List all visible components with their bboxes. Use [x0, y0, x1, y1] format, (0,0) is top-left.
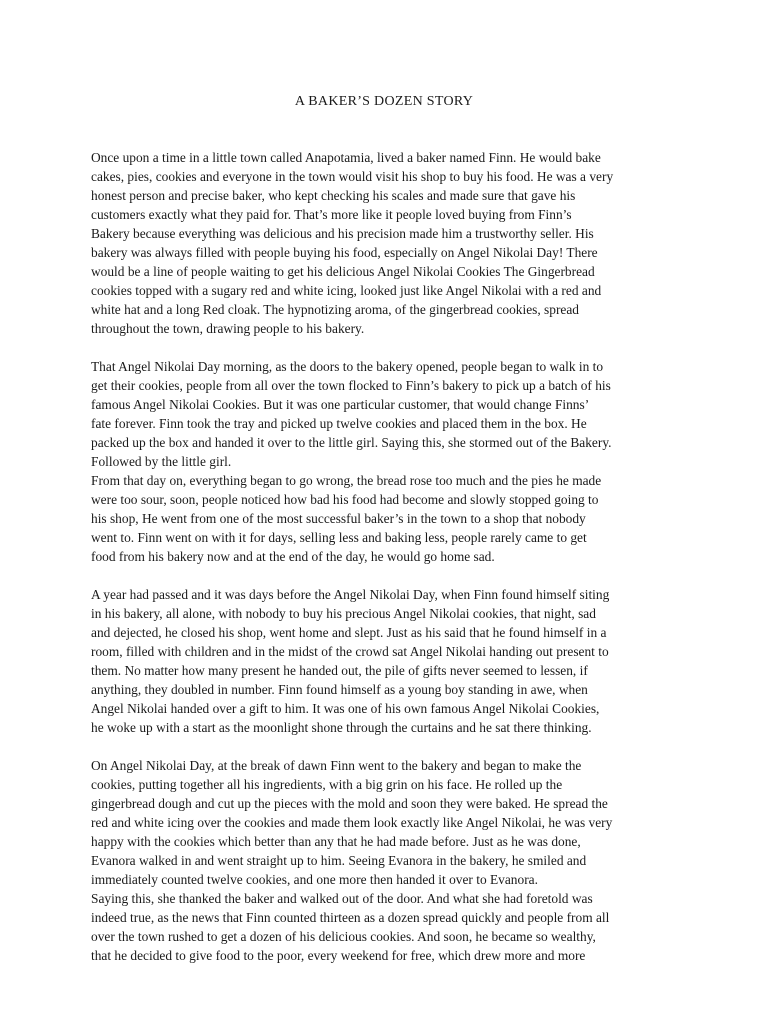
text-line: Bakery because everything was delicious and his precision made him a trustworthy seller. His	[91, 226, 594, 241]
text-line: immediately counted twelve cookies, and one more then handed it over to Evanora.	[91, 872, 538, 887]
text-line: room, filled with children and in the midst of the crowd sat Angel Nikolai handing out present to	[91, 644, 609, 659]
text-line: On Angel Nikolai Day, at the break of dawn Finn went to the bakery and began to make the	[91, 758, 582, 773]
text-line: From that day on, everything began to go wrong, the bread rose too much and the pies he made	[91, 473, 602, 488]
text-line: them. No matter how many present he handed out, the pile of gifts never seemed to lessen, if	[91, 663, 588, 678]
text-line: that he decided to give food to the poor, every weekend for free, which drew more and more	[91, 948, 586, 963]
text-line: famous Angel Nikolai Cookies. But it was one particular customer, that would change Finns’	[91, 397, 590, 412]
text-line: would be a line of people waiting to get his delicious Angel Nikolai Cookies The Gingerbread	[91, 264, 595, 279]
text-line: indeed true, as the news that Finn counted thirteen as a dozen spread quickly and people from all	[91, 910, 610, 925]
text-line: happy with the cookies which better than any that he had made before. Just as he was done,	[91, 834, 581, 849]
text-line: cakes, pies, cookies and everyone in the town would visit his shop to buy his food. He was a very	[91, 169, 614, 184]
text-line: bakery was always filled with people buying his food, especially on Angel Nikolai Day! There	[91, 245, 598, 260]
text-line: he woke up with a start as the moonlight shone through the curtains and he sat there thinking.	[91, 720, 592, 735]
text-line: Once upon a time in a little town called Anapotamia, lived a baker named Finn. He would bake	[91, 150, 601, 165]
paragraph	[91, 357, 691, 471]
text-line: gingerbread dough and cut up the pieces with the mold and soon they were baked. He spread the	[91, 796, 608, 811]
text-line: packed up the box and handed it over to the little girl. Saying this, she stormed out of the Bakery.	[91, 435, 612, 450]
paragraph	[91, 585, 691, 737]
document-body	[91, 148, 691, 965]
paragraph	[91, 756, 691, 889]
text-line: over the town rushed to get a dozen of his delicious cookies. And soon, he became so wealthy,	[91, 929, 596, 944]
paragraph	[91, 471, 691, 566]
text-line: cookies, putting together all his ingredients, with a big grin on his face. He rolled up the	[91, 777, 563, 792]
text-line: his shop, He went from one of the most successful baker’s in the town to a shop that nobody	[91, 511, 586, 526]
text-line: That Angel Nikolai Day morning, as the doors to the bakery opened, people began to walk in to	[91, 359, 604, 374]
text-line: customers exactly what they paid for. That’s more like it people loved buying from Finn’s	[91, 207, 572, 222]
text-line: and dejected, he closed his shop, went home and slept. Just as his said that he found himself in a	[91, 625, 607, 640]
text-line: fate forever. Finn took the tray and picked up twelve cookies and placed them in the box. He	[91, 416, 587, 431]
paragraph	[91, 889, 691, 965]
document-title: A BAKER’S DOZEN STORY	[294, 94, 474, 109]
text-line: Followed by the little girl.	[91, 454, 232, 469]
text-line: food from his bakery now and at the end of the day, he would go home sad.	[91, 549, 495, 564]
text-line: anything, they doubled in number. Finn found himself as a young boy standing in awe, when	[91, 682, 588, 697]
text-line: get their cookies, people from all over the town flocked to Finn’s bakery to pick up a batch of his	[91, 378, 611, 393]
text-line: throughout the town, drawing people to his bakery.	[91, 321, 365, 336]
text-line: in his bakery, all alone, with nobody to buy his precious Angel Nikolai cookies, that night, sad	[91, 606, 596, 621]
text-line: Angel Nikolai handed over a gift to him. It was one of his own famous Angel Nikolai Cookies,	[91, 701, 600, 716]
text-line: Evanora walked in and went straight up to him. Seeing Evanora in the bakery, he smiled and	[91, 853, 587, 868]
text-line: A year had passed and it was days before the Angel Nikolai Day, when Finn found himself siting	[91, 587, 610, 602]
text-line: were too sour, soon, people noticed how bad his food had become and slowly stopped going to	[91, 492, 599, 507]
text-line: white hat and a long Red cloak. The hypnotizing aroma, of the gingerbread cookies, spread	[91, 302, 579, 317]
text-line: red and white icing over the cookies and made them look exactly like Angel Nikolai, he was very	[91, 815, 613, 830]
text-line: honest person and precise baker, who kept checking his scales and made sure that gave his	[91, 188, 576, 203]
text-line: cookies topped with a sugary red and white icing, looked just like Angel Nikolai with a red and	[91, 283, 602, 298]
paragraph	[91, 148, 691, 338]
text-line: went to. Finn went on with it for days, selling less and baking less, people rarely came to get	[91, 530, 587, 545]
text-line: Saying this, she thanked the baker and walked out of the door. And what she had foretold was	[91, 891, 593, 906]
